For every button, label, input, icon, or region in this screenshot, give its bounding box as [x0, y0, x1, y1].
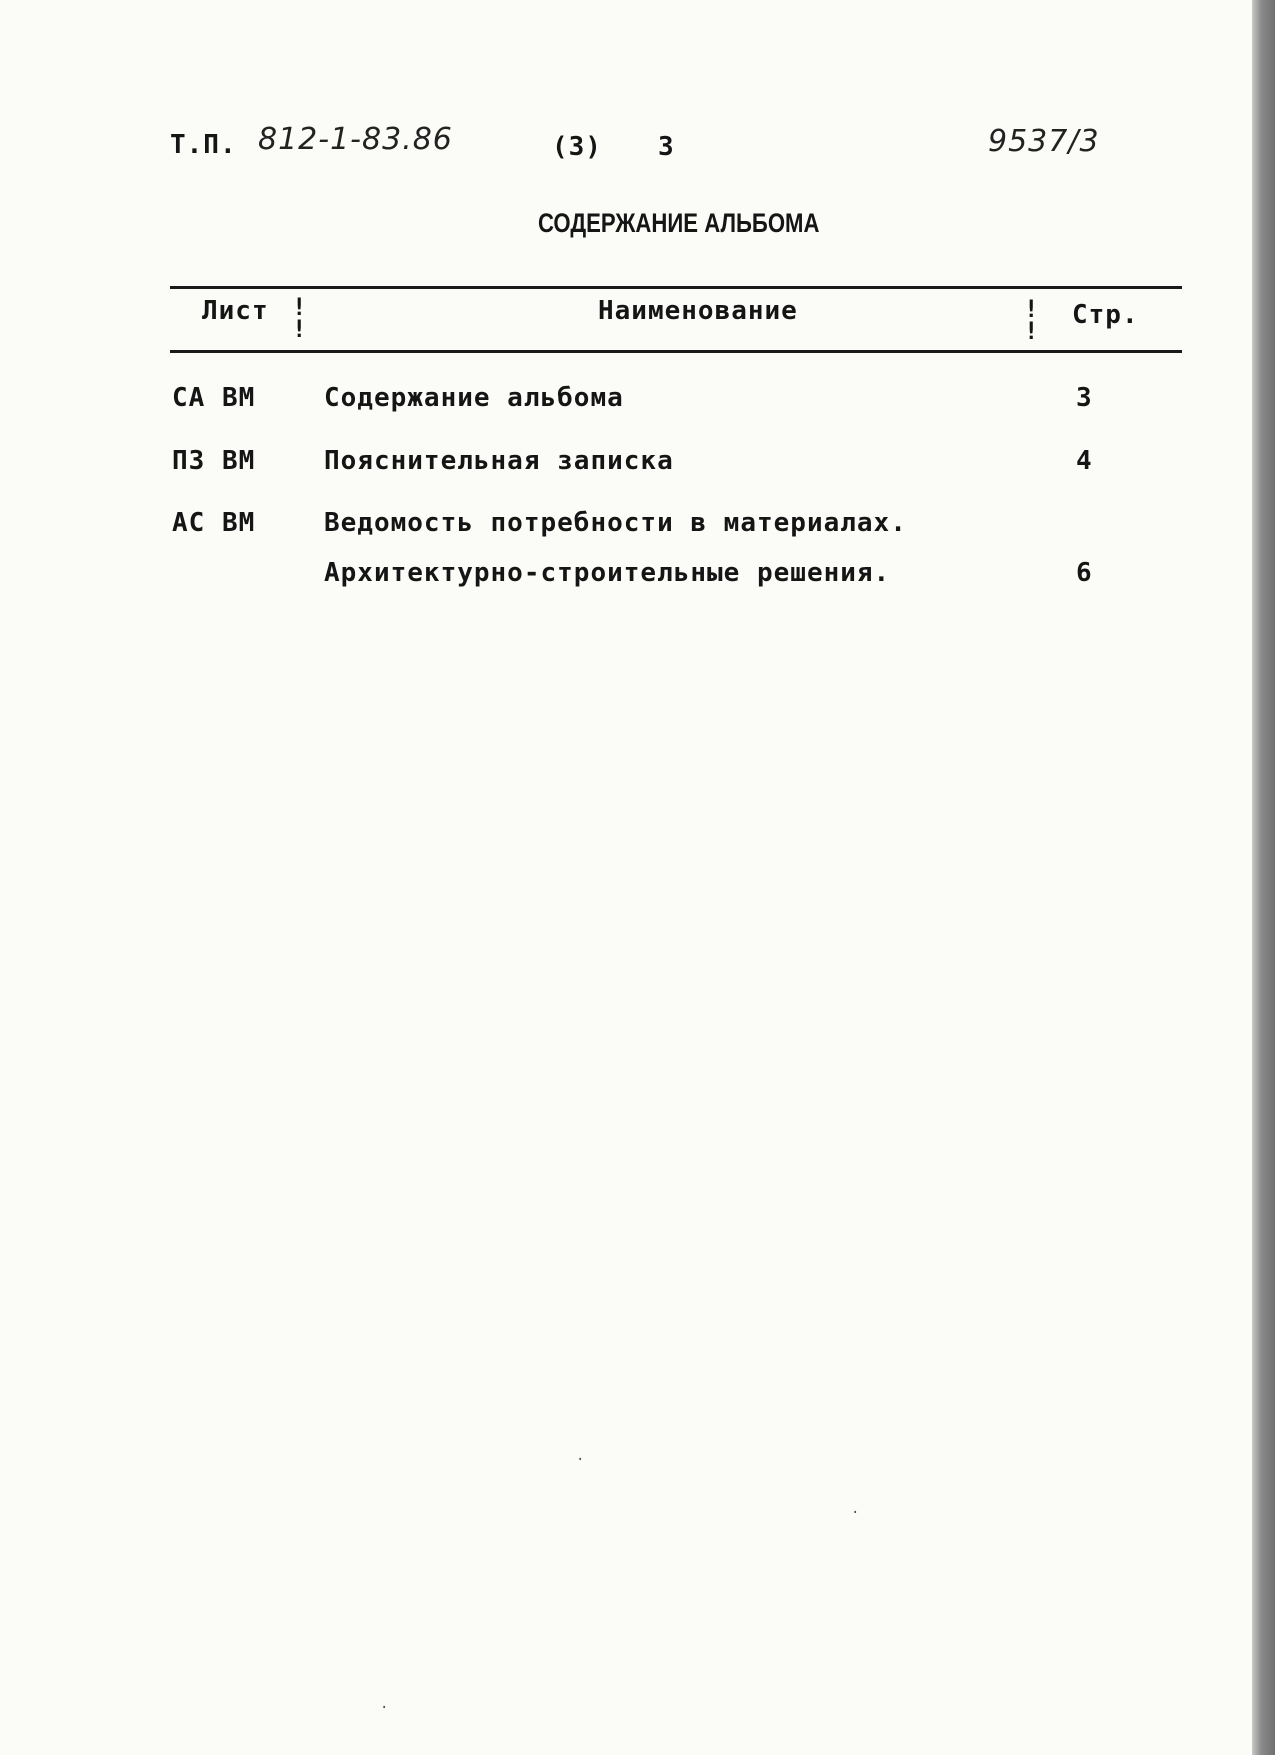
column-header-sheet: Лист	[202, 296, 269, 326]
column-header-name: Наименование	[598, 296, 798, 326]
row-name-continued: Архитектурно-строительные решения.	[324, 558, 891, 588]
row-sheet-code: СА ВМ	[172, 383, 256, 413]
volume-number: (3)	[552, 132, 602, 162]
scan-speck: ·	[851, 1505, 860, 1521]
row-sheet-code: АС ВМ	[172, 508, 256, 538]
page-number: 3	[658, 132, 675, 162]
scan-speck: ·	[380, 1700, 389, 1716]
column-header-page: Стр.	[1072, 300, 1139, 330]
column-separator: ! !	[292, 293, 307, 343]
scan-speck: ·	[576, 1452, 585, 1468]
table-header-rule	[170, 350, 1182, 353]
row-name: Содержание альбома	[324, 383, 624, 413]
page-edge-shadow	[1252, 0, 1275, 1755]
row-name: Пояснительная записка	[324, 446, 674, 476]
column-separator: ! !	[1024, 295, 1039, 345]
table-top-rule	[170, 286, 1182, 289]
doc-prefix: Т.П.	[170, 130, 237, 160]
row-page: 6	[1076, 558, 1093, 588]
archive-number: 9537/3	[988, 124, 1100, 159]
doc-number: 812-1-83.86	[258, 122, 453, 157]
page-title: СОДЕРЖАНИЕ АЛЬБОМА	[538, 208, 820, 238]
row-name: Ведомость потребности в материалах.	[324, 508, 907, 538]
row-page: 4	[1076, 446, 1093, 476]
row-sheet-code: ПЗ ВМ	[172, 446, 256, 476]
row-page: 3	[1076, 383, 1093, 413]
